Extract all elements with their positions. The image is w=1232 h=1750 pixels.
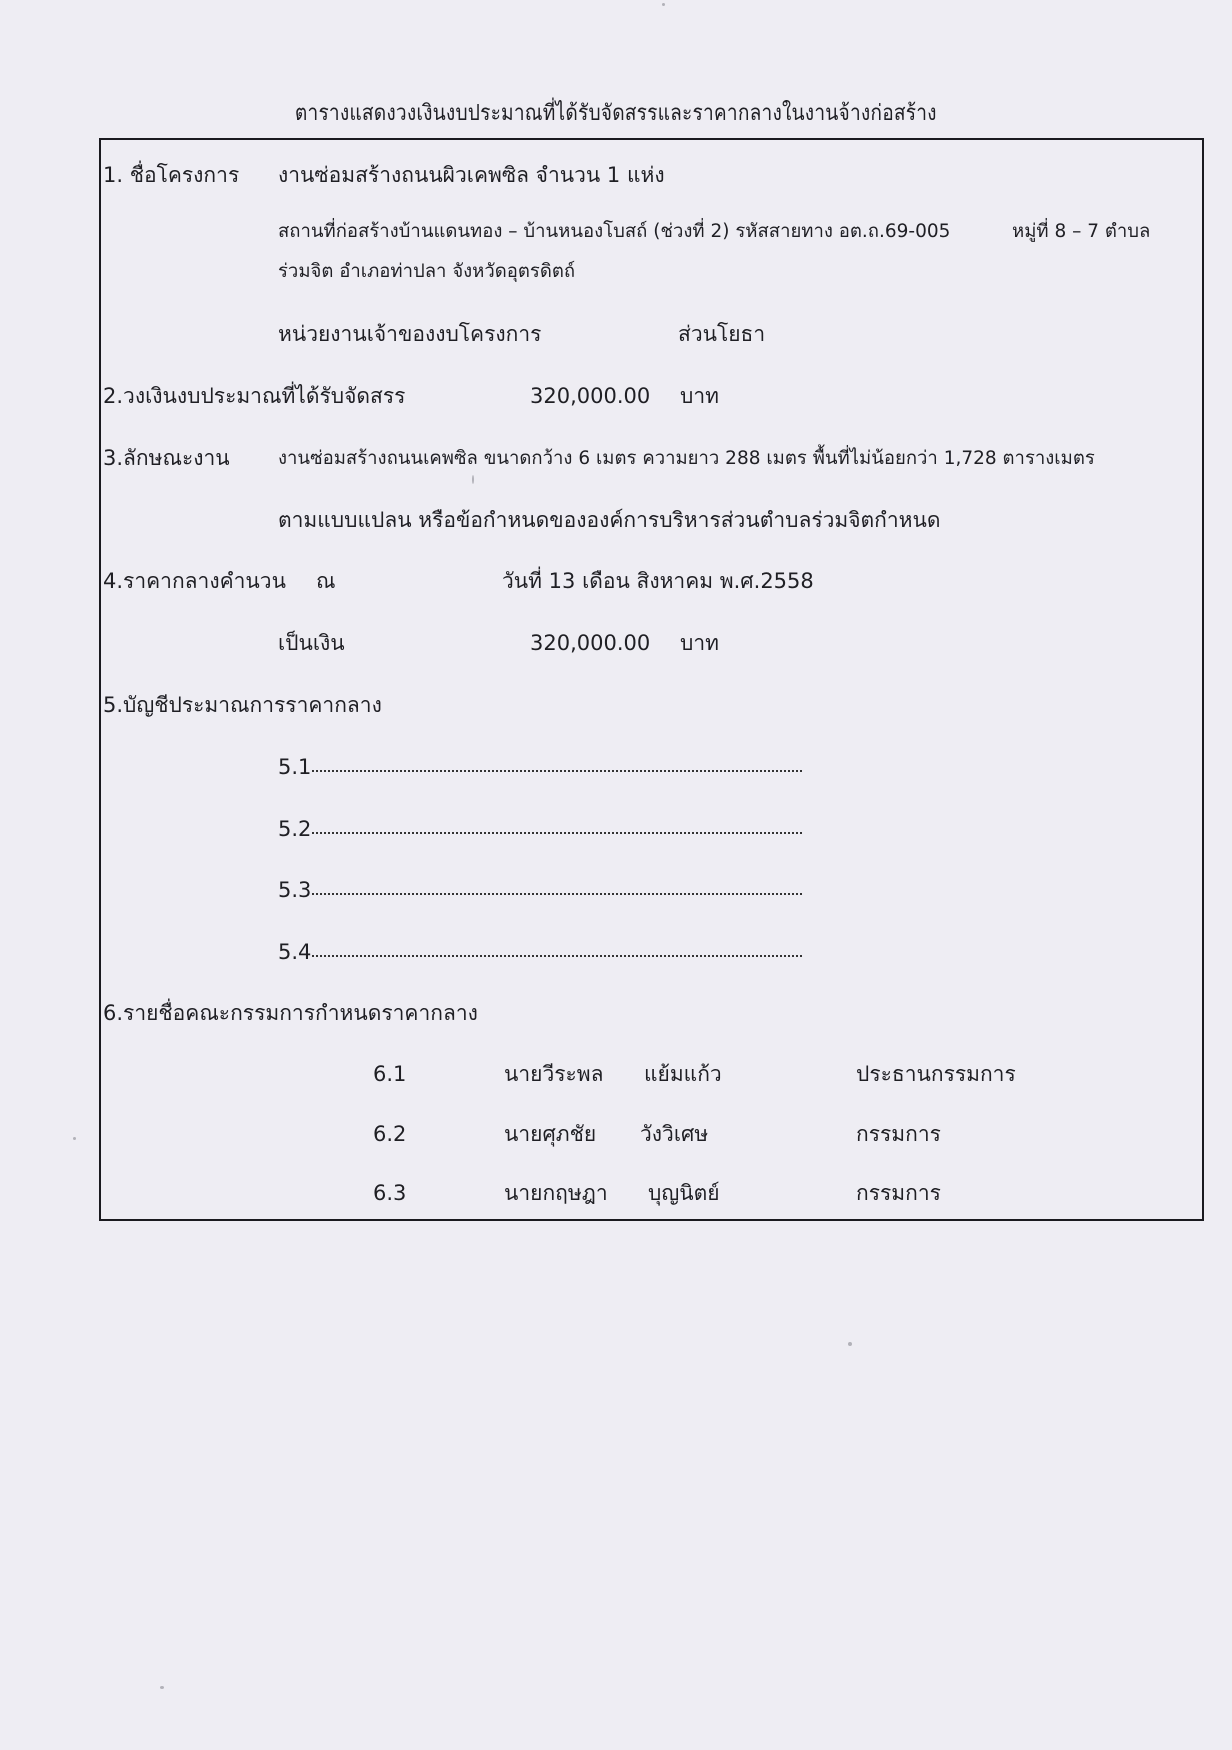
- member-first-name: นายกฤษฎา: [504, 1181, 608, 1205]
- scan-speck: [848, 1342, 852, 1346]
- work-desc-line-2: ตามแบบแปลน หรือข้อกำหนดขององค์การบริหารส่วนตำบลร่วมจิตกำหนด: [278, 508, 941, 532]
- project-name-label: 1. ชื่อโครงการ: [103, 163, 240, 187]
- scan-speck: [73, 1137, 76, 1140]
- dotted-line-5-1: [312, 770, 802, 772]
- location-moo: หมู่ที่ 8 – 7 ตำบล: [1012, 221, 1151, 242]
- estimate-item-5-1: 5.1: [278, 755, 312, 779]
- dotted-line-5-2: [312, 832, 802, 834]
- member-role: กรรมการ: [856, 1181, 941, 1205]
- member-no: 6.3: [373, 1181, 407, 1205]
- member-role: กรรมการ: [856, 1122, 941, 1146]
- median-price-label: 4.ราคากลางคำนวน: [103, 569, 286, 593]
- member-first-name: นายศุภชัย: [504, 1122, 597, 1146]
- owner-label: หน่วยงานเจ้าของงบโครงการ: [278, 322, 542, 346]
- work-type-label: 3.ลักษณะงาน: [103, 446, 230, 470]
- project-name-value: งานซ่อมสร้างถนนผิวเคพซิล จำนวน 1 แห่ง: [278, 163, 665, 187]
- owner-value: ส่วนโยธา: [678, 322, 766, 346]
- committee-label: 6.รายชื่อคณะกรรมการกำหนดราคากลาง: [103, 1001, 478, 1025]
- budget-label: 2.วงเงินงบประมาณที่ได้รับจัดสรร: [103, 384, 406, 408]
- member-first-name: นายวีระพล: [504, 1062, 604, 1086]
- location-line-2: ร่วมจิต อำเภอท่าปลา จังหวัดอุตรดิตถ์: [278, 261, 576, 282]
- money-label: เป็นเงิน: [278, 631, 345, 655]
- member-last-name: แย้มแก้ว: [644, 1062, 722, 1086]
- scan-speck: [472, 475, 474, 484]
- location-line-1: สถานที่ก่อสร้างบ้านแดนทอง – บ้านหนองโบสถ์ (ช่วงที่ 2) รหัสสายทาง อต.ถ.69-005: [278, 221, 951, 242]
- member-role: ประธานกรรมการ: [856, 1062, 1016, 1086]
- member-no: 6.2: [373, 1122, 407, 1146]
- member-no: 6.1: [373, 1062, 407, 1086]
- estimate-item-5-2: 5.2: [278, 817, 312, 841]
- scan-speck: [160, 1686, 164, 1689]
- estimate-list-label: 5.บัญชีประมาณการราคากลาง: [103, 693, 382, 717]
- estimate-item-5-3: 5.3: [278, 878, 312, 902]
- dotted-line-5-3: [312, 893, 802, 895]
- work-desc-line-1: งานซ่อมสร้างถนนเคพซิล ขนาดกว้าง 6 เมตร ความยาว 288 เมตร พื้นที่ไม่น้อยกว่า 1,728 ตารางเมตร: [278, 448, 1095, 469]
- median-price-date: วันที่ 13 เดือน สิงหาคม พ.ศ.2558: [502, 569, 814, 593]
- median-price-unit: บาท: [680, 631, 719, 655]
- member-last-name: วังวิเศษ: [640, 1122, 709, 1146]
- estimate-item-5-4: 5.4: [278, 940, 312, 964]
- budget-unit: บาท: [680, 384, 719, 408]
- member-last-name: บุญนิตย์: [648, 1181, 720, 1205]
- median-price-amount: 320,000.00: [530, 631, 651, 655]
- budget-amount: 320,000.00: [530, 384, 651, 408]
- document-title: ตารางแสดงวงเงินงบประมาณที่ได้รับจัดสรรและราคากลางในงานจ้างก่อสร้าง: [294, 101, 937, 126]
- scan-speck: [662, 3, 665, 6]
- form-frame: [99, 138, 1204, 1221]
- median-price-at: ณ: [316, 569, 336, 593]
- dotted-line-5-4: [312, 955, 802, 957]
